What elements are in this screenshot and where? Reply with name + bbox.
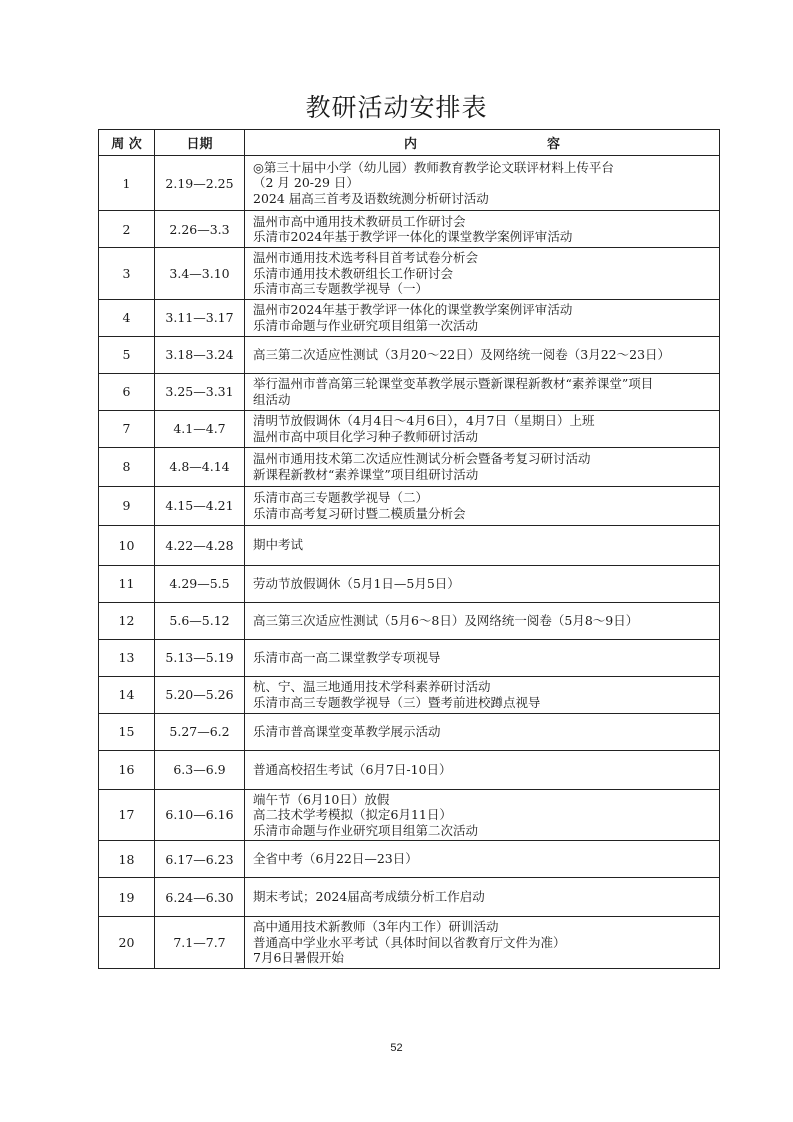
date-cell: 5.6—5.12	[155, 602, 245, 639]
week-cell: 15	[99, 713, 155, 750]
date-cell: 5.13—5.19	[155, 639, 245, 676]
content-line: 温州市2024年基于教学评一体化的课堂教学案例评审活动	[253, 302, 573, 317]
content-line: 高二技术学考模拟（拟定6月11日）	[253, 807, 452, 822]
header-content-char-1: 内	[403, 137, 417, 152]
header-content-char-2: 容	[546, 137, 560, 152]
content-cell	[245, 878, 720, 917]
content-line: 2024 届高三首考及语数统测分析研讨活动	[253, 190, 489, 206]
content-cell	[245, 486, 720, 525]
content-line: 乐清市2024年基于教学评一体化的课堂教学案例评审活动	[253, 229, 573, 244]
table-row	[99, 789, 720, 841]
date-cell: 6.17—6.23	[155, 841, 245, 878]
table-header-row	[99, 130, 720, 156]
table-row	[99, 525, 720, 565]
table-row	[99, 841, 720, 878]
content-line: 乐清市高一高二课堂教学专项视导	[253, 649, 441, 665]
week-cell: 7	[99, 410, 155, 447]
content-line: 举行温州市普高第三轮课堂变革教学展示暨新课程新教材“素养课堂”项目	[253, 376, 654, 391]
date-cell: 6.10—6.16	[155, 789, 245, 841]
date-cell: 3.18—3.24	[155, 336, 245, 373]
date-cell: 4.1—4.7	[155, 410, 245, 447]
date-cell: 2.19—2.25	[155, 156, 245, 211]
table-row	[99, 639, 720, 676]
table-row	[99, 447, 720, 486]
content-line: ◎第三十届中小学（幼儿园）教师教育教学论文联评材料上传平台	[253, 159, 614, 175]
week-cell: 2	[99, 211, 155, 248]
table-row	[99, 248, 720, 300]
header-date: 日期	[155, 130, 245, 156]
week-cell: 9	[99, 486, 155, 525]
date-cell: 4.8—4.14	[155, 447, 245, 486]
table-row	[99, 917, 720, 969]
table-row	[99, 410, 720, 447]
content-line: 高三第三次适应性测试（5月6～8日）及网络统一阅卷（5月8～9日）	[253, 612, 639, 628]
date-cell: 6.3—6.9	[155, 750, 245, 789]
table-row	[99, 299, 720, 336]
week-cell: 19	[99, 878, 155, 917]
content-cell	[245, 299, 720, 336]
table-row	[99, 211, 720, 248]
table-row	[99, 713, 720, 750]
content-line: 乐清市高三专题教学视导（三）暨考前进校蹲点视导	[253, 694, 541, 710]
content-line: 乐清市高考复习研讨暨二模质量分析会	[253, 505, 466, 521]
header-week: 周 次	[99, 130, 155, 156]
week-cell: 20	[99, 917, 155, 969]
content-cell	[245, 525, 720, 565]
table-row	[99, 602, 720, 639]
table-row	[99, 750, 720, 789]
content-cell	[245, 676, 720, 713]
date-cell: 5.20—5.26	[155, 676, 245, 713]
content-line: 劳动节放假调休（5月1日—5月5日）	[253, 575, 460, 591]
content-cell	[245, 211, 720, 248]
content-cell	[245, 373, 720, 410]
content-cell	[245, 917, 720, 969]
content-line: 乐清市高三专题教学视导（二）	[253, 490, 429, 505]
page-title: 教研活动安排表	[305, 93, 488, 122]
content-line: 期末考试；2024届高考成绩分析工作启动	[253, 889, 485, 905]
content-line: 新课程新教材“素养课堂”项目组研讨活动	[253, 466, 479, 482]
table-row	[99, 676, 720, 713]
content-line: 全省中考（6月22日—23日）	[253, 851, 418, 867]
week-cell: 18	[99, 841, 155, 878]
week-cell: 3	[99, 248, 155, 300]
content-cell	[245, 750, 720, 789]
table-row	[99, 336, 720, 373]
date-cell: 4.29—5.5	[155, 565, 245, 602]
content-cell	[245, 156, 720, 211]
table-row	[99, 878, 720, 917]
content-line: （2 月 20-29 日）	[253, 175, 359, 191]
content-line: 清明节放假调休（4月4日～4月6日），4月7日（星期日）上班	[253, 413, 595, 428]
content-line: 温州市高中项目化学习种子教师研讨活动	[253, 428, 479, 444]
content-line: 普通高校招生考试（6月7日-10日）	[253, 761, 452, 777]
week-cell: 1	[99, 156, 155, 211]
date-cell: 7.1—7.7	[155, 917, 245, 969]
date-cell: 6.24—6.30	[155, 878, 245, 917]
table-row	[99, 373, 720, 410]
header-content	[245, 130, 720, 156]
date-cell: 3.11—3.17	[155, 299, 245, 336]
week-cell: 8	[99, 447, 155, 486]
table-row	[99, 156, 720, 211]
content-line: 杭、宁、温三地通用技术学科素养研讨活动	[253, 679, 491, 694]
content-cell	[245, 447, 720, 486]
content-line: 普通高中学业水平考试（具体时间以省教育厅文件为准）	[253, 934, 566, 950]
content-line: 7月6日暑假开始	[253, 950, 344, 965]
content-cell	[245, 789, 720, 841]
content-cell	[245, 841, 720, 878]
content-line: 端午节（6月10日）放假	[253, 791, 390, 807]
week-cell: 12	[99, 602, 155, 639]
content-line: 乐清市命题与作业研究项目组第二次活动	[253, 822, 479, 838]
schedule-table	[98, 129, 720, 969]
week-cell: 14	[99, 676, 155, 713]
content-line: 高中通用技术新教师（3年内工作）研训活动	[253, 919, 499, 934]
content-line: 高三第二次适应性测试（3月20～22日）及网络统一阅卷（3月22～23日）	[253, 346, 671, 362]
date-cell: 3.25—3.31	[155, 373, 245, 410]
date-cell: 4.15—4.21	[155, 486, 245, 525]
content-line: 乐清市通用技术教研组长工作研讨会	[253, 265, 454, 281]
week-cell: 10	[99, 525, 155, 565]
table-row	[99, 486, 720, 525]
content-line: 温州市通用技术第二次适应性测试分析会暨备考复习研讨活动	[253, 451, 591, 466]
content-line: 乐清市普高课堂变革教学展示活动	[253, 723, 441, 739]
week-cell: 16	[99, 750, 155, 789]
content-line: 温州市通用技术选考科目首考试卷分析会	[253, 250, 479, 265]
week-cell: 13	[99, 639, 155, 676]
content-cell	[245, 410, 720, 447]
page-number: 52	[390, 1042, 403, 1054]
content-line: 乐清市高三专题教学视导（一）	[253, 281, 429, 296]
date-cell: 4.22—4.28	[155, 525, 245, 565]
week-cell: 4	[99, 299, 155, 336]
week-cell: 5	[99, 336, 155, 373]
date-cell: 5.27—6.2	[155, 713, 245, 750]
content-cell	[245, 336, 720, 373]
week-cell: 6	[99, 373, 155, 410]
content-cell	[245, 248, 720, 300]
content-cell	[245, 713, 720, 750]
content-line: 温州市高中通用技术教研员工作研讨会	[253, 213, 466, 229]
date-cell: 2.26—3.3	[155, 211, 245, 248]
content-cell	[245, 565, 720, 602]
week-cell: 17	[99, 789, 155, 841]
date-cell: 3.4—3.10	[155, 248, 245, 300]
content-cell	[245, 639, 720, 676]
table-row	[99, 565, 720, 602]
content-line: 组活动	[253, 391, 291, 407]
week-cell: 11	[99, 565, 155, 602]
content-line: 乐清市命题与作业研究项目组第一次活动	[253, 317, 479, 333]
content-cell	[245, 602, 720, 639]
content-line: 期中考试	[253, 537, 304, 553]
